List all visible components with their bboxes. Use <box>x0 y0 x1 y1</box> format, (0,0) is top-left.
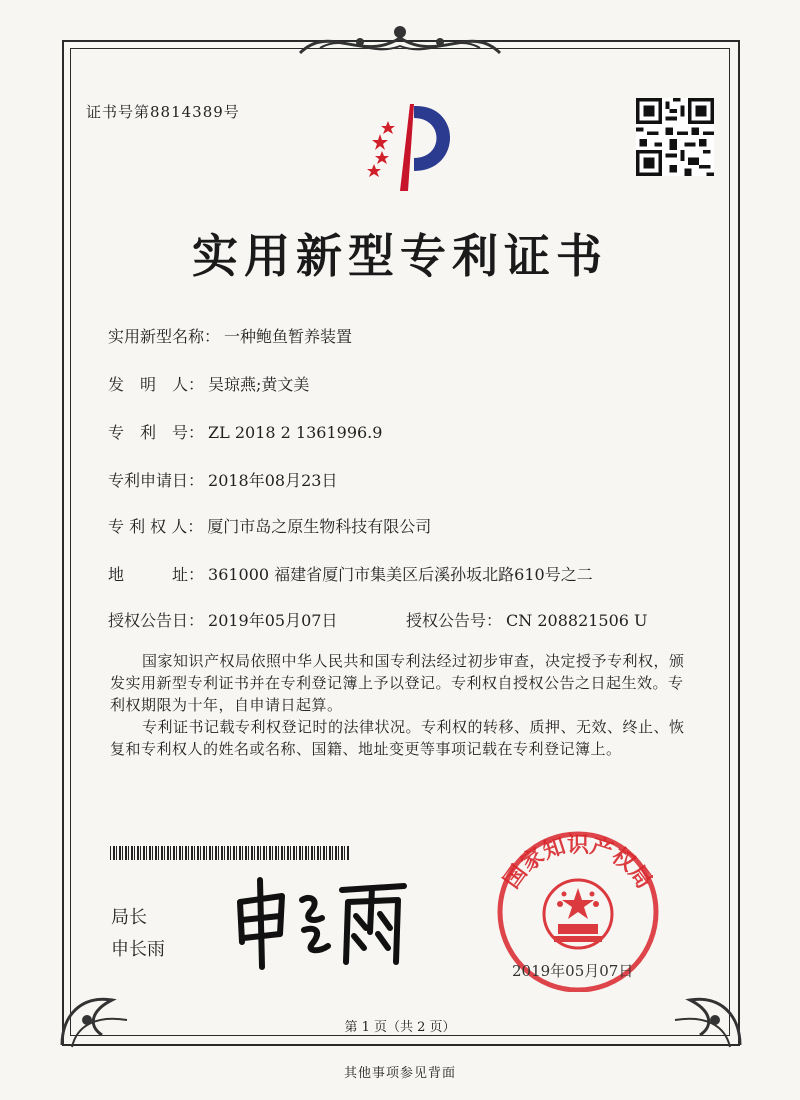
top-ornament <box>290 18 510 68</box>
field-filing-date <box>108 468 337 491</box>
field-label: 发 明 人： <box>108 375 205 394</box>
field-label: 授权公告号： <box>406 611 503 630</box>
certificate-number: 证书号第8814389号 <box>86 103 240 121</box>
qr-code <box>636 98 714 176</box>
field-label: 地 址： <box>108 565 205 584</box>
field-patentee <box>108 514 431 537</box>
field-value: 2019年05月07日 <box>208 611 338 630</box>
seal-date: 2019年05月07日 <box>512 962 634 980</box>
national-emblem-icon <box>544 880 612 948</box>
bottom-left-ornament <box>52 975 142 1055</box>
certificate-title: 实用新型专利证书 <box>192 229 608 283</box>
page-number: 第 1 页（共 2 页） <box>344 1020 456 1035</box>
field-label: 专 利 权 人： <box>108 517 204 536</box>
field-grant-number <box>406 608 648 631</box>
director-name: 申长雨 <box>111 939 165 960</box>
field-utility-model-name <box>108 324 352 347</box>
patent-office-logo <box>352 96 472 196</box>
field-value: 一种鲍鱼暂养装置 <box>224 327 353 346</box>
field-patent-number <box>108 420 382 443</box>
field-inventor <box>108 372 309 395</box>
legal-status-paragraph: 专利证书记载专利权登记时的法律状况。专利权的转移、质押、无效、终止、恢复和专利权人的姓名或名称、国籍、地址变更等事项记载在专利登记簿上。 <box>110 718 685 758</box>
field-value: ZL 2018 2 1361996.9 <box>208 423 383 442</box>
director-title: 局长 <box>111 907 147 928</box>
field-label: 授权公告日： <box>108 611 205 630</box>
field-value: CN 208821506 U <box>506 611 648 630</box>
field-grant-date <box>108 608 337 631</box>
barcode <box>110 846 350 860</box>
field-value: 吴琼燕;黄文美 <box>208 375 310 394</box>
grant-statement-paragraph: 国家知识产权局依照中华人民共和国专利法经过初步审查，决定授予专利权，颁发实用新型专利证书并在专利登记簿上予以登记。专利权自授权公告之日起生效。专利权期限为十年，自申请日起算。 <box>110 652 685 714</box>
field-address <box>108 562 593 585</box>
footer-note: 其他事项参见背面 <box>343 1066 456 1081</box>
seal-text: 国家知识产权局 <box>499 833 657 894</box>
field-label: 实用新型名称： <box>108 327 221 346</box>
director-signature <box>232 872 412 972</box>
field-value: 厦门市岛之原生物科技有限公司 <box>207 517 432 536</box>
field-label: 专利申请日： <box>108 471 205 490</box>
field-value: 361000 福建省厦门市集美区后溪孙坂北路610号之二 <box>208 565 593 584</box>
field-label: 专 利 号： <box>108 423 205 442</box>
svg-text:国家知识产权局 <box>499 833 656 893</box>
field-value: 2018年08月23日 <box>208 471 338 490</box>
